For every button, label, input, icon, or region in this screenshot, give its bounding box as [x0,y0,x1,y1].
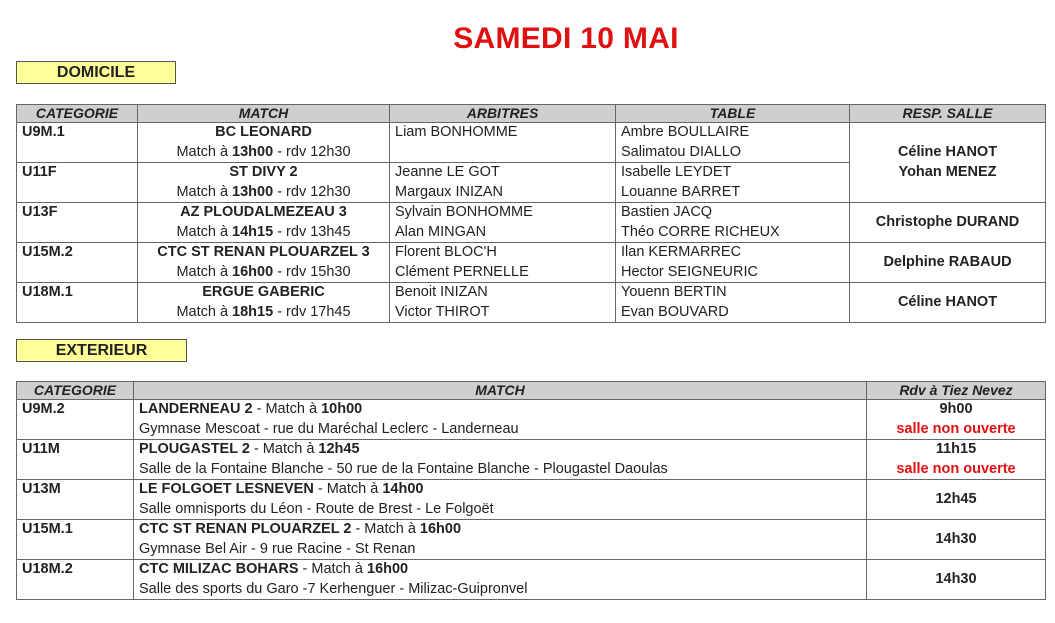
official-name: Evan BOUVARD [621,303,729,320]
table-officials-cell [616,283,850,323]
referees-cell [390,203,616,243]
page-title: SAMEDI 10 MAI [453,22,679,55]
match-cell [134,520,867,560]
referees-cell [390,243,616,283]
official-name: Ambre BOULLAIRE [621,124,750,140]
match-cell [138,203,390,243]
table-row [17,520,1046,560]
col-header-match: MATCH [138,105,390,123]
match-line: PLOUGASTEL 2 - Match à 12h45 [139,441,360,457]
category-cell: U9M.2 [17,400,134,440]
table-officials-cell [616,123,850,163]
table-header-row [17,105,1046,123]
category-cell: U13M [17,480,134,520]
table-officials-cell [616,203,850,243]
category-cell: U15M.1 [17,520,134,560]
match-cell [138,163,390,203]
match-time-line: Match à 14h15 - rdv 13h45 [176,223,351,240]
venue-address: Salle de la Fontaine Blanche - 50 rue de la Fontaine Blanche - Plougastel Daoulas [139,460,668,477]
domicile-table [16,104,1046,323]
referee-name: Benoit INIZAN [395,284,488,300]
official-name: Hector SEIGNEURIC [621,263,758,280]
rdv-note: salle non ouverte [896,420,1016,437]
team-name: ERGUE GABERIC [202,284,325,300]
match-cell [138,243,390,283]
referee-name: Alan MINGAN [395,223,487,240]
venue-address: Salle omnisports du Léon - Route de Brest - Le Folgoët [139,500,494,517]
official-name: Isabelle LEYDET [621,164,732,180]
table-row [17,440,1046,480]
venue-address: Salle des sports du Garo -7 Kerhenguer - Milizac-Guipronvel [139,580,528,597]
match-time-line: Match à 13h00 - rdv 12h30 [176,183,351,200]
rdv-cell: 14h30 [867,560,1046,600]
match-time-line: Match à 13h00 - rdv 12h30 [176,143,351,160]
team-name: AZ PLOUDALMEZEAU 3 [180,204,347,220]
resp-salle-cell: Christophe DURAND [850,203,1046,243]
referee-name: Florent BLOC'H [395,244,497,260]
official-name: Bastien JACQ [621,204,713,220]
referee-name: Margaux INIZAN [395,183,503,200]
match-line: CTC ST RENAN PLOUARZEL 2 - Match à 16h00 [139,521,462,537]
section-label-domicile: DOMICILE [16,61,176,84]
rdv-cell: 12h45 [867,480,1046,520]
match-cell [138,123,390,163]
table-row [17,283,1046,323]
match-line: LE FOLGOET LESNEVEN - Match à 14h00 [139,481,424,497]
match-line: CTC MILIZAC BOHARS - Match à 16h00 [139,561,409,577]
match-cell [134,400,867,440]
rdv-cell [867,400,1046,440]
team-name: BC LEONARD [215,124,312,140]
match-line: LANDERNEAU 2 - Match à 10h00 [139,401,363,417]
rdv-time: 11h15 [935,441,977,457]
match-cell [134,440,867,480]
resp-name: Yohan MENEZ [898,163,997,180]
table-row [17,123,1046,163]
col-header-categorie: CATEGORIE [17,105,138,123]
referee-name: Liam BONHOMME [395,124,518,140]
rdv-note: salle non ouverte [896,460,1016,477]
table-row [17,203,1046,243]
resp-name: Céline HANOT [897,144,998,160]
category-cell: U9M.1 [17,123,138,163]
category-cell: U18M.1 [17,283,138,323]
match-time-line: Match à 16h00 - rdv 15h30 [176,263,351,280]
team-name: ST DIVY 2 [229,164,298,180]
referee-name: Victor THIROT [395,303,490,320]
table-header-row [17,382,1046,400]
table-row [17,400,1046,440]
col-header-table: TABLE [616,105,850,123]
referees-cell [390,123,616,163]
match-cell [138,283,390,323]
section-label-exterieur: EXTERIEUR [16,339,187,362]
venue-address: Gymnase Mescoat - rue du Maréchal Leclerc - Landerneau [139,420,519,437]
team-name: CTC ST RENAN PLOUARZEL 3 [157,244,370,260]
rdv-cell [867,440,1046,480]
table-officials-cell [616,243,850,283]
official-name: Salimatou DIALLO [621,143,742,160]
table-row [17,243,1046,283]
referee-name: Clément PERNELLE [395,263,529,280]
col-header-categorie: CATEGORIE [17,382,134,400]
resp-salle-cell: Delphine RABAUD [850,243,1046,283]
official-name: Youenn BERTIN [621,284,727,300]
resp-salle-cell [850,123,1046,203]
table-officials-cell [616,163,850,203]
match-cell [134,480,867,520]
category-cell: U18M.2 [17,560,134,600]
table-row [17,560,1046,600]
exterieur-table [16,381,1046,600]
category-cell: U11M [17,440,134,480]
category-cell: U11F [17,163,138,203]
referee-name [395,143,610,163]
referees-cell [390,163,616,203]
match-cell [134,560,867,600]
referee-name: Sylvain BONHOMME [395,204,533,220]
official-name: Ilan KERMARREC [621,244,742,260]
col-header-arbitres: ARBITRES [390,105,616,123]
resp-salle-cell: Céline HANOT [850,283,1046,323]
category-cell: U13F [17,203,138,243]
referee-name: Jeanne LE GOT [395,164,500,180]
venue-address: Gymnase Bel Air - 9 rue Racine - St Renan [139,540,416,557]
official-name: Théo CORRE RICHEUX [621,223,780,240]
match-time-line: Match à 18h15 - rdv 17h45 [176,303,351,320]
col-header-match: MATCH [134,382,867,400]
rdv-cell: 14h30 [867,520,1046,560]
col-header-rdv: Rdv à Tiez Nevez [867,382,1046,400]
category-cell: U15M.2 [17,243,138,283]
official-name: Louanne BARRET [621,183,741,200]
table-row [17,480,1046,520]
rdv-time: 9h00 [939,401,973,417]
referees-cell [390,283,616,323]
col-header-resp-salle: RESP. SALLE [850,105,1046,123]
